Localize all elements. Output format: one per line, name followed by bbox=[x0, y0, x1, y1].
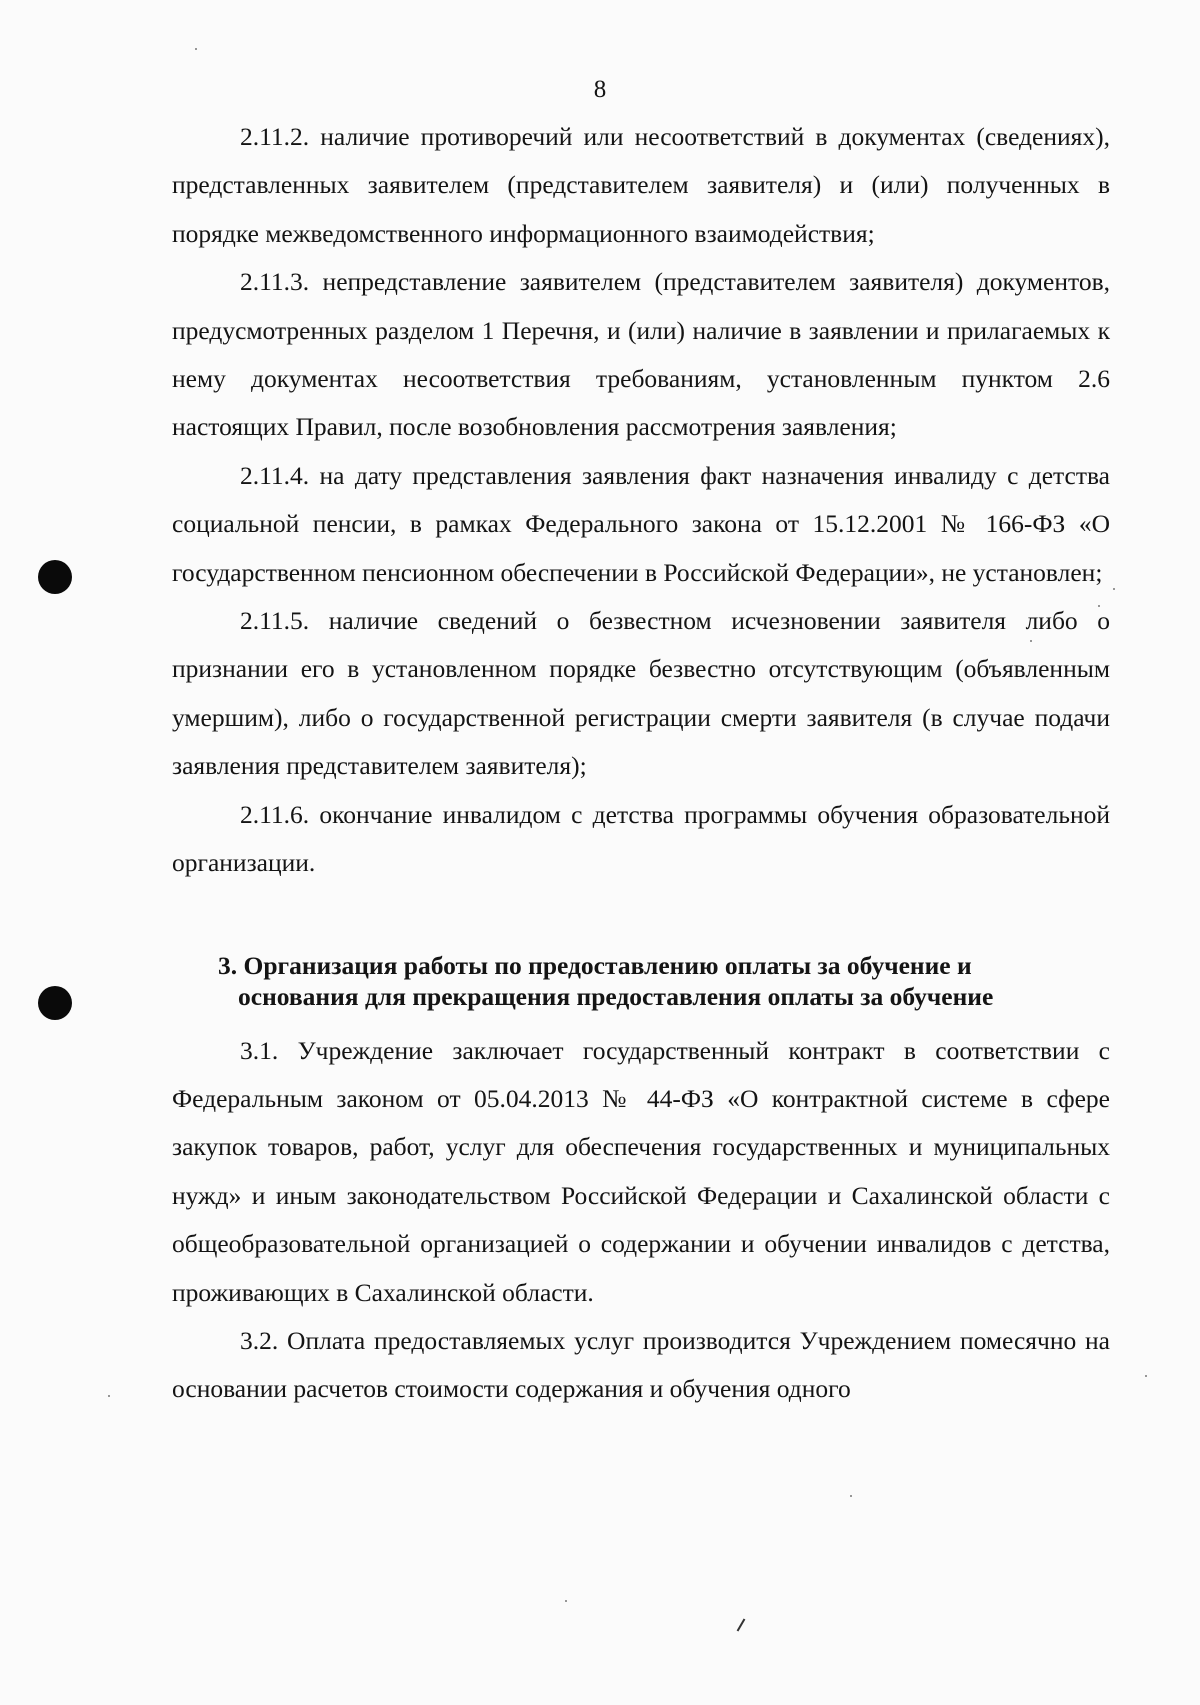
scan-speck bbox=[850, 1495, 852, 1497]
page-number: 8 bbox=[593, 76, 607, 103]
scan-speck bbox=[108, 1395, 110, 1397]
document-body bbox=[172, 113, 1110, 1414]
pen-mark bbox=[737, 1618, 746, 1631]
section-3-heading bbox=[172, 950, 1110, 1027]
paragraph-3-2: 3.2. Оплата предоставляемых услуг производится Учреждением помесячно на основании расчетов стоимости содержания и обучения одного bbox=[172, 1325, 1110, 1404]
scan-speck bbox=[1145, 1375, 1147, 1377]
scan-speck bbox=[195, 48, 197, 50]
paragraph-2-11-5: 2.11.5. наличие сведений о безвестном исчезновении заявителя либо о признании его в установленном порядке безвестно отсутствующим (объявленным умершим), либо о государственной регистрации смерти заявителя (в случае подачи заявления представителем заявителя); bbox=[172, 606, 1110, 781]
section-heading-line2: основания для прекращения предоставления оплаты за обучение bbox=[238, 981, 994, 1011]
paragraph-2-11-3: 2.11.3. непредставление заявителем (представителем заявителя) документов, предусмотренных разделом 1 Перечня, и (или) наличие в заявлении и прилагаемых к нему документах несоответствия требованиям, установленным пунктом 2.6 настоящих Правил, после возобновления рассмотрения заявления; bbox=[172, 267, 1110, 442]
scan-speck bbox=[1113, 588, 1115, 590]
paragraph-2-11-4: 2.11.4. на дату представления заявления факт назначения инвалиду с детства социальной пенсии, в рамках Федерального закона от 15.12.2001 № 166-ФЗ «О государственном пенсионном обеспечении в Российской Федерации», не установлен; bbox=[172, 460, 1110, 587]
section-heading-line1: 3. Организация работы по предоставлению оплаты за обучение и bbox=[218, 950, 972, 980]
punch-hole-top bbox=[38, 560, 72, 594]
paragraph-2-11-2: 2.11.2. наличие противоречий или несоответствий в документах (сведениях), представленных заявителем (представителем заявителя) и (или) полученных в порядке межведомственного информационного взаимодействия; bbox=[172, 122, 1110, 248]
scan-speck bbox=[565, 1600, 567, 1602]
paragraph-3-1: 3.1. Учреждение заключает государственный контракт в соответствии с Федеральным законом от 05.04.2013 № 44-ФЗ «О контрактной системе в сфере закупок товаров, работ, услуг для обеспечения государственных и муниципальных нужд» и иным законодательством Российской Федерации и Сахалинской области с общеобразовательной организацией о содержании и обучении инвалидов с детства, проживающих в Сахалинской области. bbox=[172, 1035, 1110, 1307]
paragraph-2-11-6: 2.11.6. окончание инвалидом с детства программы обучения образовательной организации. bbox=[172, 799, 1110, 878]
punch-hole-bottom bbox=[38, 986, 72, 1020]
